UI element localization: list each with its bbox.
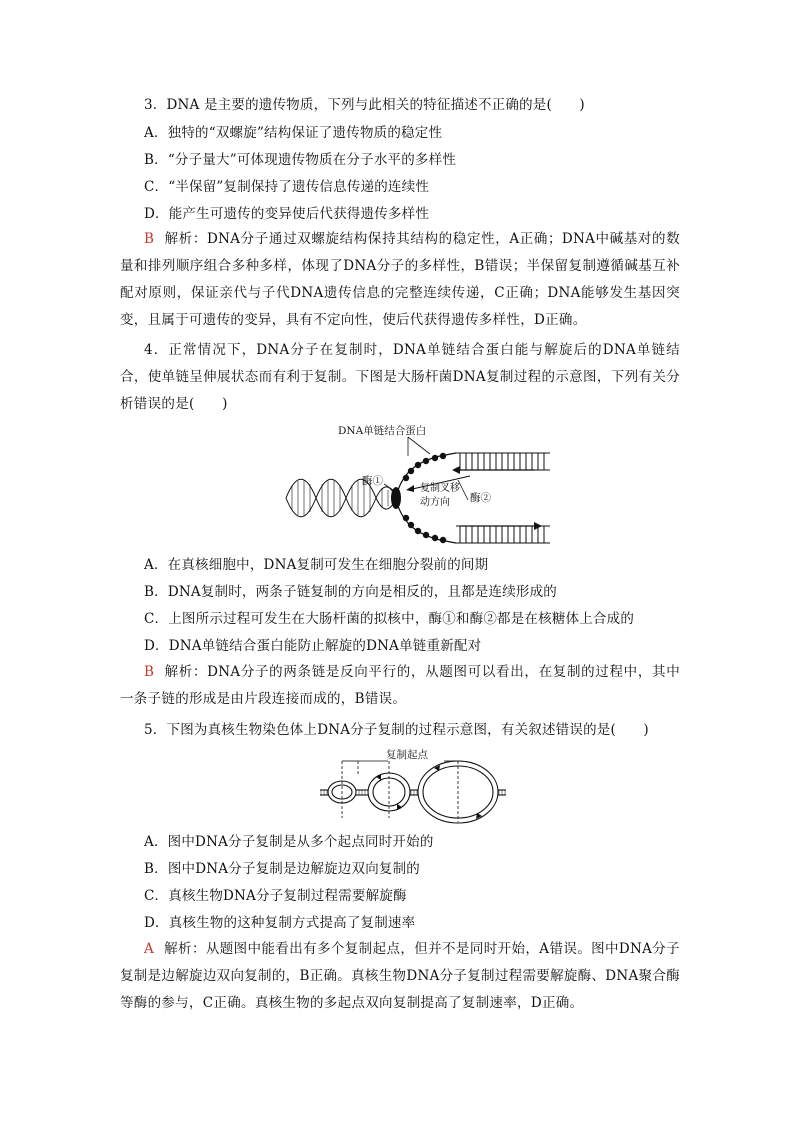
q5-option-d: D．真核生物的这种复制方式提高了复制速率 [144, 915, 416, 931]
duplex-ticks [321, 790, 505, 795]
q5-stem: 5．下图为真核生物染色体上DNA分子复制的过程示意图，有关叙述错误的是( ) [144, 722, 649, 738]
fig-label-fork-1: 复制叉移 [420, 483, 460, 494]
q3-stem: 3．DNA 是主要的遗传物质，下列与此相关的特征描述不正确的是( ) [144, 97, 585, 113]
q5-answer: A [144, 941, 155, 957]
q4-stem-block [120, 337, 680, 418]
q5-option-a: A．图中DNA分子复制是从多个起点同时开始的 [144, 834, 434, 850]
fig-label-enzyme2: 酶② [470, 492, 491, 504]
q3-option-a: A．独特的“双螺旋”结构保证了遗传物质的稳定性 [144, 125, 443, 141]
q3-option-c: C．“半保留”复制保持了遗传信息传递的连续性 [144, 179, 430, 195]
q3-analysis-block [120, 226, 680, 334]
q3-option-d: D．能产生可遗传的变异使后代获得遗传多样性 [144, 206, 430, 222]
q4-analysis: 解析：DNA分子的两条链是反向平行的，从题图可以看出，在复制的过程中，其中一条子链的形成是由片段连接而成的，B错误。 [120, 664, 680, 707]
fig-label-enzyme1: 酶① [362, 475, 383, 487]
q5-analysis-block [120, 936, 680, 1017]
q3-answer: B [144, 231, 155, 247]
q4-option-a: A．在真核细胞中，DNA复制可发生在细胞分裂前的间期 [144, 557, 489, 573]
q5-analysis: 解析：从题图中能看出有多个复制起点，但并不是同时开始，A错误。图中DNA分子复制是边解旋边双向复制的，B正确。真核生物DNA分子复制过程需要解旋酶、DNA聚合酶等酶的参与，C正确。真核生物的多起点双向复制提高了复制速率，D正确。 [120, 941, 680, 1011]
fig-label-protein: DNA单链结合蛋白 [338, 425, 427, 437]
helicase-blob [391, 487, 401, 509]
origin-markers [342, 761, 458, 822]
fig-label-fork-2: 动方向 [420, 497, 450, 508]
q5-option-b: B．图中DNA分子复制是边解旋边双向复制的 [144, 861, 421, 877]
q4-analysis-block [120, 659, 680, 713]
replication-fork-figure [280, 418, 560, 548]
eukaryotic-replication-figure [318, 746, 508, 828]
q5-option-c: C．真核生物DNA分子复制过程需要解旋酶 [144, 888, 407, 904]
q3-option-b: B．“分子量大”可体现遗传物质在分子水平的多样性 [144, 152, 457, 168]
q4-answer: B [144, 664, 155, 680]
q4-option-b: B．DNA复制时，两条子链复制的方向是相反的，且都是连续形成的 [144, 584, 558, 600]
q4-option-d: D．DNA单链结合蛋白能防止解旋的DNA单链重新配对 [144, 638, 482, 654]
fig-label-origin: 复制起点 [386, 749, 428, 761]
q3-analysis: 解析：DNA分子通过双螺旋结构保持其结构的稳定性，A正确；DNA中碱基对的数量和排列顺序组合多种多样，体现了DNA分子的多样性，B错误；半保留复制遵循碱基互补配对原则，保证亲代与子代DNA遗传信息的完整连续传递，C正确；DNA能够发生基因突变，且属于可遗传的变异，具有不定向性，使后代获得遗传多样性，D正确。 [120, 231, 680, 328]
q4-option-c: C．上图所示过程可发生在大肠杆菌的拟核中，酶①和酶②都是在核糖体上合成的 [144, 611, 635, 627]
q4-stem: 4．正常情况下，DNA分子在复制时，DNA单链结合蛋白能与解旋后的DNA单链结合，使单链呈伸展状态而有利于复制。下图是大肠杆菌DNA复制过程的示意图，下列有关分析错误的是( ) [120, 342, 680, 412]
upper-daughter-duplex [456, 453, 550, 470]
